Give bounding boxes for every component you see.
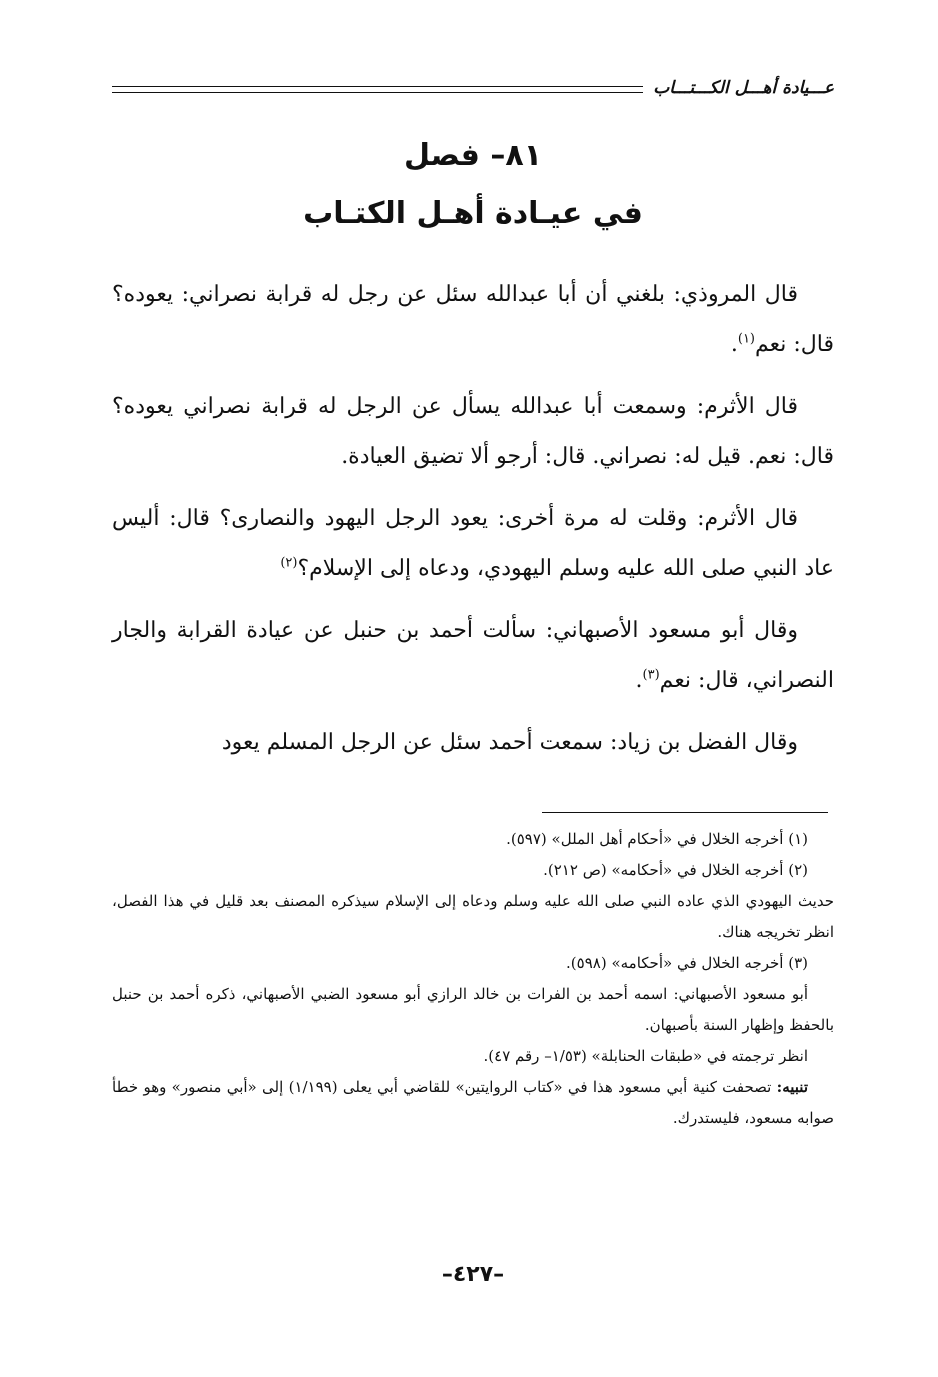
paragraph xyxy=(112,382,834,482)
header-double-rule xyxy=(112,86,643,93)
footnote-ref[interactable]: (١) xyxy=(737,331,755,347)
paragraph xyxy=(112,270,834,370)
footnote-ref[interactable]: (٢) xyxy=(280,555,298,571)
footnote-2: (٢) أخرجه الخلال في «أحكامه» (ص ٢١٢). xyxy=(543,861,808,879)
footnote-3-bio: أبو مسعود الأصبهاني: اسمه أحمد بن الفرات بن خالد الرازي أبو مسعود الضبي الأصبهاني، ذكره أحمد بن حنبل بالحفظ وإظهار السنة بأصبهان. xyxy=(112,985,834,1034)
footnote-3-note xyxy=(112,1072,834,1134)
footnote-3-ref: انظر ترجمته في «طبقات الحنابلة» (١/٥٣– رقم ٤٧). xyxy=(483,1047,808,1065)
body-text xyxy=(112,270,834,768)
paragraph-tail: . xyxy=(635,668,643,693)
footnote-ref[interactable]: (٣) xyxy=(642,667,660,683)
paragraph xyxy=(112,718,834,768)
chapter-title: في عيـادة أهـل الكتـاب xyxy=(303,196,643,231)
paragraph-text: وقال أبو مسعود الأصبهاني: سألت أحمد بن حنبل عن عيادة القرابة والجار النصراني، قال: نعم xyxy=(112,618,834,693)
running-title: عـــيادة أهـــل الكـــتـــاب xyxy=(653,78,834,98)
page-number: –٤٢٧– xyxy=(441,1262,505,1287)
paragraph xyxy=(112,494,834,594)
paragraph-tail: . xyxy=(730,332,738,357)
footnote-separator xyxy=(542,812,828,813)
footnote-2-note: حديث اليهودي الذي عاده النبي صلى الله عليه وسلم ودعاه إلى الإسلام سيذكره المصنف بعد قليل في هذا الفصل، انظر تخريجه هناك. xyxy=(112,892,835,941)
footnote-3: (٣) أخرجه الخلال في «أحكامه» (٥٩٨). xyxy=(566,954,808,972)
footnotes xyxy=(112,824,834,1134)
paragraph-text: وقال الفضل بن زياد: سمعت أحمد سئل عن الرجل المسلم يعود xyxy=(221,730,798,755)
paragraph-text: قال الأثرم: وسمعت أبا عبدالله يسأل عن الرجل له قرابة نصراني يعوده؟ قال: نعم. قيل له: نصراني. قال: أرجو ألا تضيق العيادة. xyxy=(112,394,834,469)
footnote-1: (١) أخرجه الخلال في «أحكام أهل الملل» (٥٩٧). xyxy=(506,830,808,848)
note-text: تصحفت كنية أبي مسعود هذا في «كتاب الروايتين» للقاضي أبي يعلى (١/١٩٩) إلى «أبي منصور» وهو خطأ صوابه مسعود، فليستدرك. xyxy=(112,1078,834,1127)
paragraph xyxy=(112,606,834,706)
paragraph-text: قال الأثرم: وقلت له مرة أخرى: يعود الرجل اليهود والنصارى؟ قال: أليس عاد النبي صلى الله عليه وسلم اليهودي، ودعاه إلى الإسلام؟ xyxy=(112,506,834,581)
running-header xyxy=(112,70,834,106)
paragraph-text: قال المروذي: بلغني أن أبا عبدالله سئل عن رجل له قرابة نصراني: يعوده؟ قال: نعم xyxy=(112,282,834,357)
note-lead: تنبيه: xyxy=(776,1078,808,1096)
chapter-number: ٨١– فصل xyxy=(403,138,543,173)
